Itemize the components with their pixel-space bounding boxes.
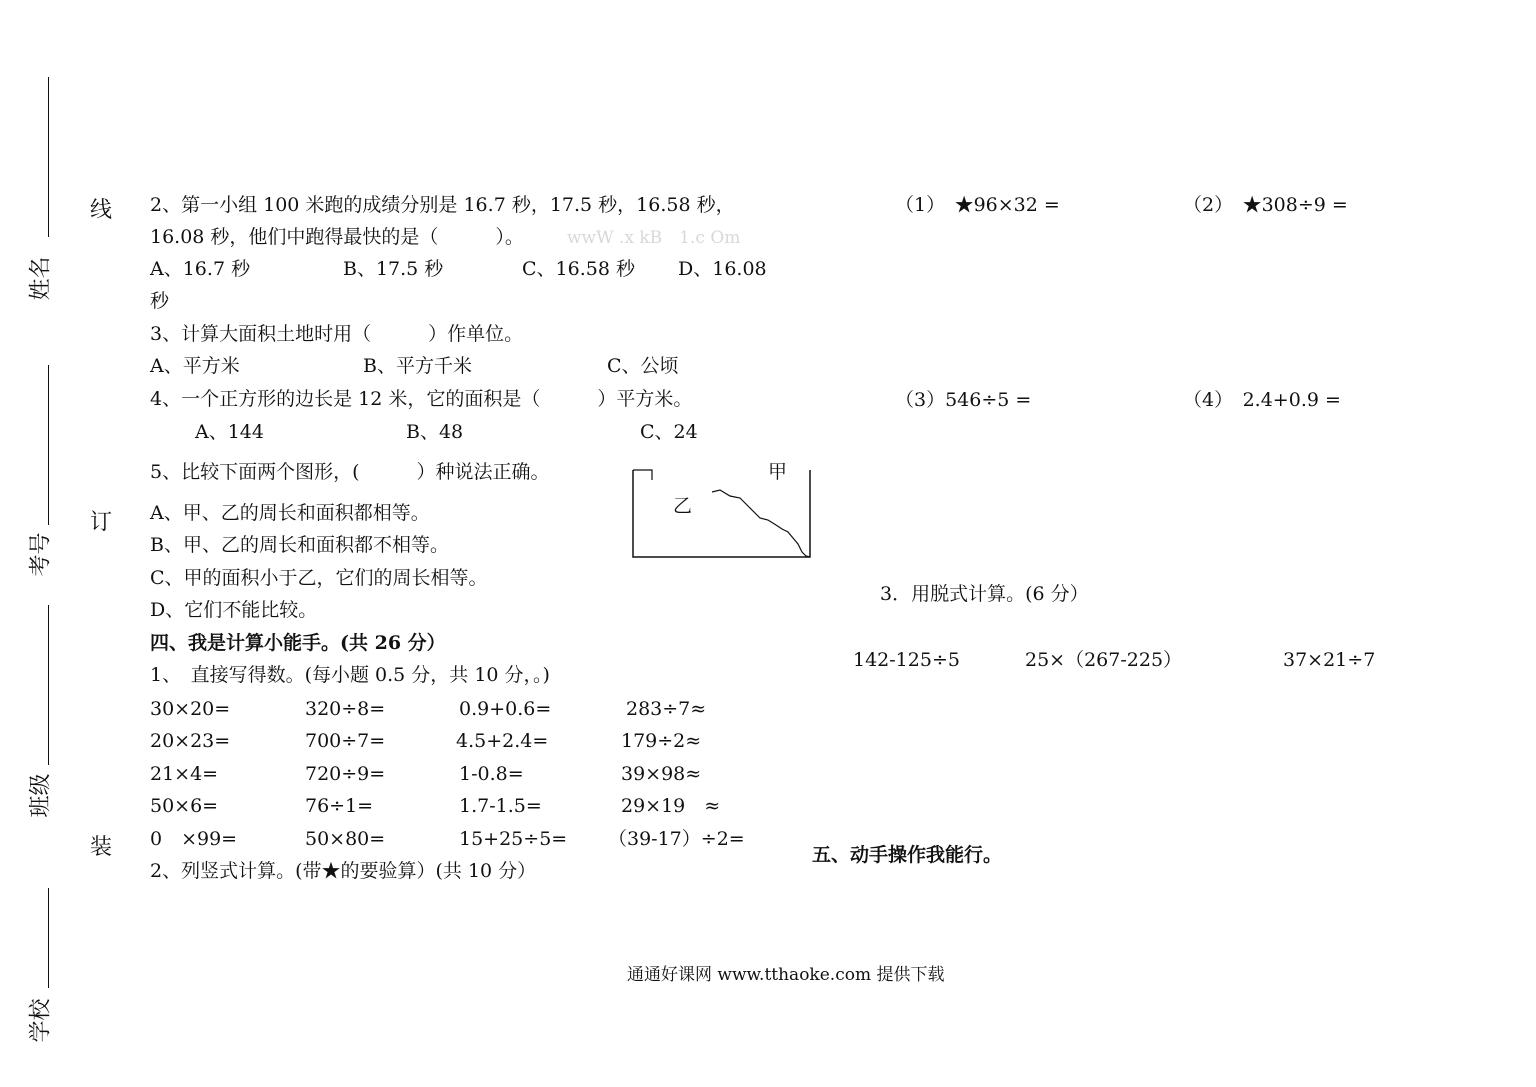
calc-r5-c1: 0 ×99=	[150, 828, 238, 850]
q5-option-d: D、它们不能比较。	[150, 599, 318, 621]
calc-r2-c1: 20×23=	[150, 730, 231, 752]
q4-line1: 4、一个正方形的边长是 12 米，它的面积是（ ）平方米。	[150, 388, 693, 410]
calc-r2-c2: 700÷7=	[305, 730, 386, 752]
calc-r4-c2: 76÷1=	[305, 795, 374, 817]
q4-option-c: C、24	[640, 421, 698, 443]
calc-r1-c4: 283÷7≈	[626, 698, 707, 720]
vertical-calc-1: （1） ★96×32 =	[895, 194, 1060, 216]
part1-title: 1、 直接写得数。(每小题 0.5 分，共 10 分，。)	[150, 664, 550, 686]
q3-line1: 3、计算大面积土地时用（ ）作单位。	[150, 323, 524, 345]
q2-line1: 2、第一小组 100 米跑的成绩分别是 16.7 秒，17.5 秒，16.58 秒，	[150, 194, 735, 216]
calc-r2-c4: 179÷2≈	[621, 730, 702, 752]
exam-no-underline	[48, 365, 49, 525]
footer-text: 通通好课网 www.tthaoke.com 提供下载	[627, 965, 945, 985]
q3-option-b: B、平方千米	[363, 355, 472, 377]
q4-option-b: B、48	[406, 421, 464, 443]
vertical-calc-4: （4） 2.4+0.9 =	[1183, 389, 1341, 411]
q5-option-c: C、甲的面积小于乙，它们的周长相等。	[150, 567, 488, 589]
part3-item-1: 142-125÷5	[853, 649, 960, 671]
q5-option-a: A、甲、乙的周长和面积都相等。	[150, 502, 430, 524]
calc-r5-c3: 15+25÷5=	[459, 828, 568, 850]
calc-r1-c3: 0.9+0.6=	[459, 698, 552, 720]
calc-r3-c4: 39×98≈	[621, 763, 702, 785]
q3-option-c: C、公顷	[607, 355, 679, 377]
section5-title: 五、动手操作我能行。	[812, 844, 1003, 866]
binding-bind-mark: 装	[90, 835, 113, 860]
q5-line1: 5、比较下面两个图形，( ）种说法正确。	[150, 461, 550, 483]
part3-item-3: 37×21÷7	[1283, 649, 1376, 671]
class-label: 班级	[28, 773, 54, 818]
part3-item-2: 25×（267-225）	[1025, 649, 1183, 671]
q2-option-a: A、16.7 秒	[150, 258, 251, 280]
figure-divider	[712, 490, 810, 557]
q2-option-c: C、16.58 秒	[522, 258, 635, 280]
exam-no-label: 考号	[28, 532, 54, 577]
q3-option-a: A、平方米	[150, 355, 240, 377]
calc-r5-c2: 50×80=	[305, 828, 386, 850]
q2-line2: 16.08 秒，他们中跑得最快的是（ ）。	[150, 226, 524, 248]
vertical-calc-3: （3）546÷5 =	[895, 389, 1032, 411]
school-underline	[48, 888, 49, 988]
q2-option-d: D、16.08	[678, 258, 767, 280]
school-label: 学校	[28, 998, 54, 1043]
figure-label-yi: 乙	[673, 495, 693, 517]
name-underline	[48, 77, 49, 237]
figure-label-jia: 甲	[768, 461, 788, 483]
section4-title: 四、我是计算小能手。(共 26 分）	[150, 632, 446, 654]
calc-r4-c4: 29×19 ≈	[621, 795, 721, 817]
calc-r2-c3: 4.5+2.4=	[456, 730, 549, 752]
calc-r3-c2: 720÷9=	[305, 763, 386, 785]
binding-staple-mark: 订	[90, 510, 113, 535]
part2-title: 2、列竖式计算。(带★的要验算）(共 10 分）	[150, 860, 537, 882]
vertical-calc-2: （2） ★308÷9 =	[1183, 194, 1348, 216]
calc-r3-c3: 1-0.8=	[459, 763, 524, 785]
calc-r1-c2: 320÷8=	[305, 698, 386, 720]
calc-r3-c1: 21×4=	[150, 763, 219, 785]
q5-option-b: B、甲、乙的周长和面积都不相等。	[150, 534, 449, 556]
q4-option-a: A、144	[195, 421, 264, 443]
q2-option-b: B、17.5 秒	[343, 258, 444, 280]
class-underline	[48, 605, 49, 765]
calc-r4-c3: 1.7-1.5=	[459, 795, 542, 817]
part3-title: 3．用脱式计算。(6 分）	[880, 583, 1089, 605]
q2-watermark: wwW .x kB 1.c Om	[567, 228, 741, 248]
calc-r5-c4: （39-17）÷2=	[608, 828, 745, 850]
name-label: 姓名	[28, 256, 54, 301]
q2-option-wrap: 秒	[150, 290, 170, 312]
calc-r4-c1: 50×6=	[150, 795, 219, 817]
figure-notch	[633, 470, 652, 480]
binding-line-mark: 线	[90, 198, 113, 223]
calc-r1-c1: 30×20=	[150, 698, 231, 720]
q5-figure	[630, 462, 820, 562]
